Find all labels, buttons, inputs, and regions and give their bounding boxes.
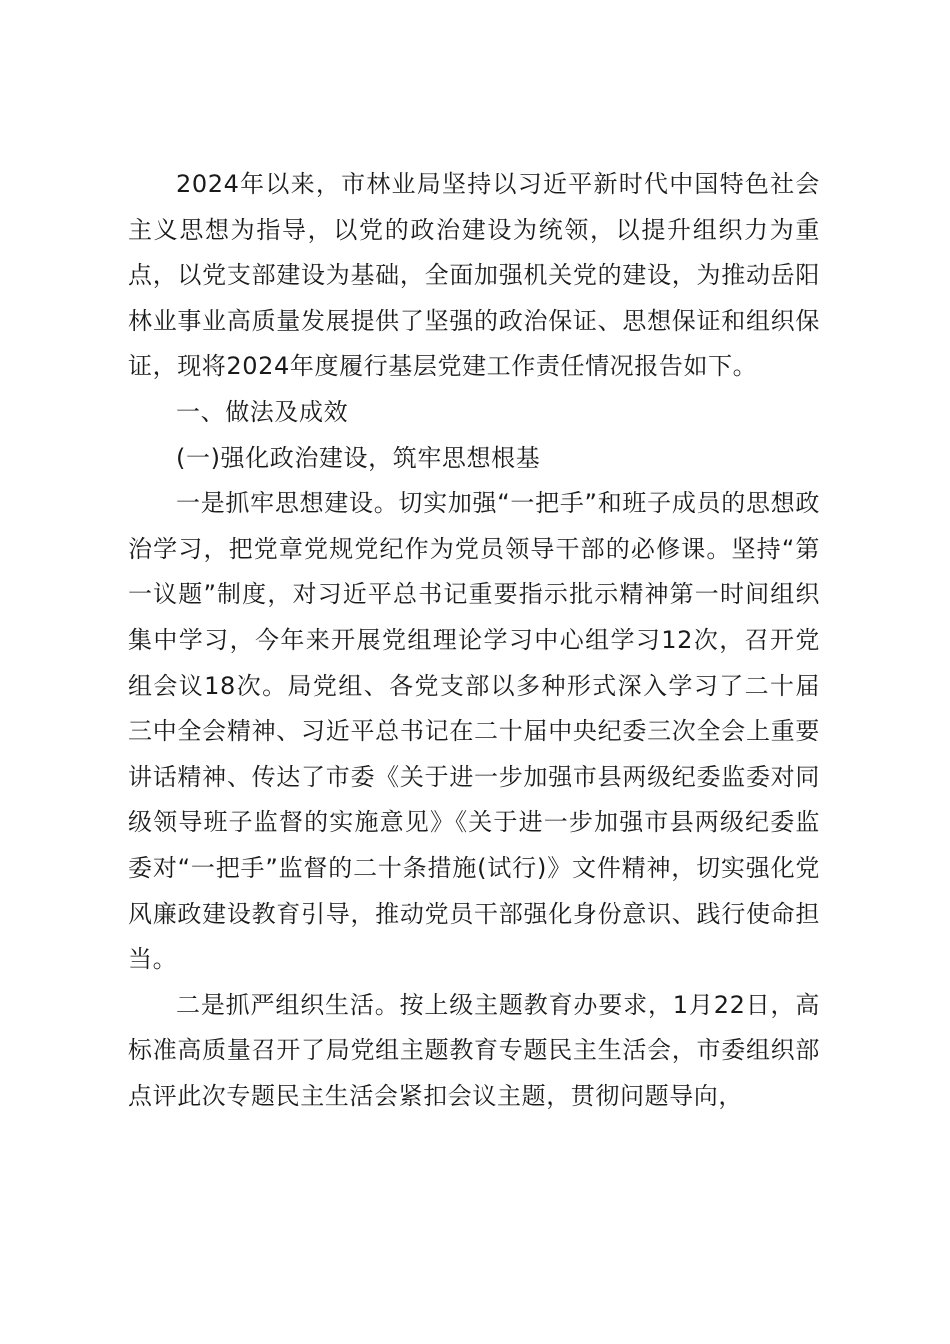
body-paragraph: 二是抓严组织生活。按上级主题教育办要求，1月22日，高标准高质量召开了局党组主题教育专题民主生活会，市委组织部点评此次专题民主生活会紧扣会议主题，贯彻问题导向， [128,990,820,1110]
document-body [128,162,820,1119]
section-heading: 一、做法及成效 [176,397,349,426]
intro-paragraph: 2024年以来，市林业局坚持以习近平新时代中国特色社会主义思想为指导，以党的政治建设为统领，以提升组织力为重点，以党支部建设为基础，全面加强机关党的建设，为推动岳阳林业事业高质量发展提供了坚强的政治保证、思想保证和组织保证，现将2024年度履行基层党建工作责任情况报告如下。 [128,170,820,381]
body-paragraph: 一是抓牢思想建设。切实加强“一把手”和班子成员的思想政治学习，把党章党规党纪作为党员领导干部的必修课。坚持“第一议题”制度，对习近平总书记重要指示批示精神第一时间组织集中学习，今年来开展党组理论学习中心组学习12次，召开党组会议18次。局党组、各党支部以多种形式深入学习了二十届三中全会精神、习近平总书记在二十届中央纪委三次全会上重要讲话精神、传达了市委《关于进一步加强市县两级纪委监委对同级领导班子监督的实施意见》《关于进一步加强市县两级纪委监委对“一把手”监督的二十条措施(试行)》文件精神，切实强化党风廉政建设教育引导，推动党员干部强化身份意识、践行使命担当。 [128,489,820,974]
subsection-heading: (一)强化政治建设，筑牢思想根基 [176,443,541,472]
